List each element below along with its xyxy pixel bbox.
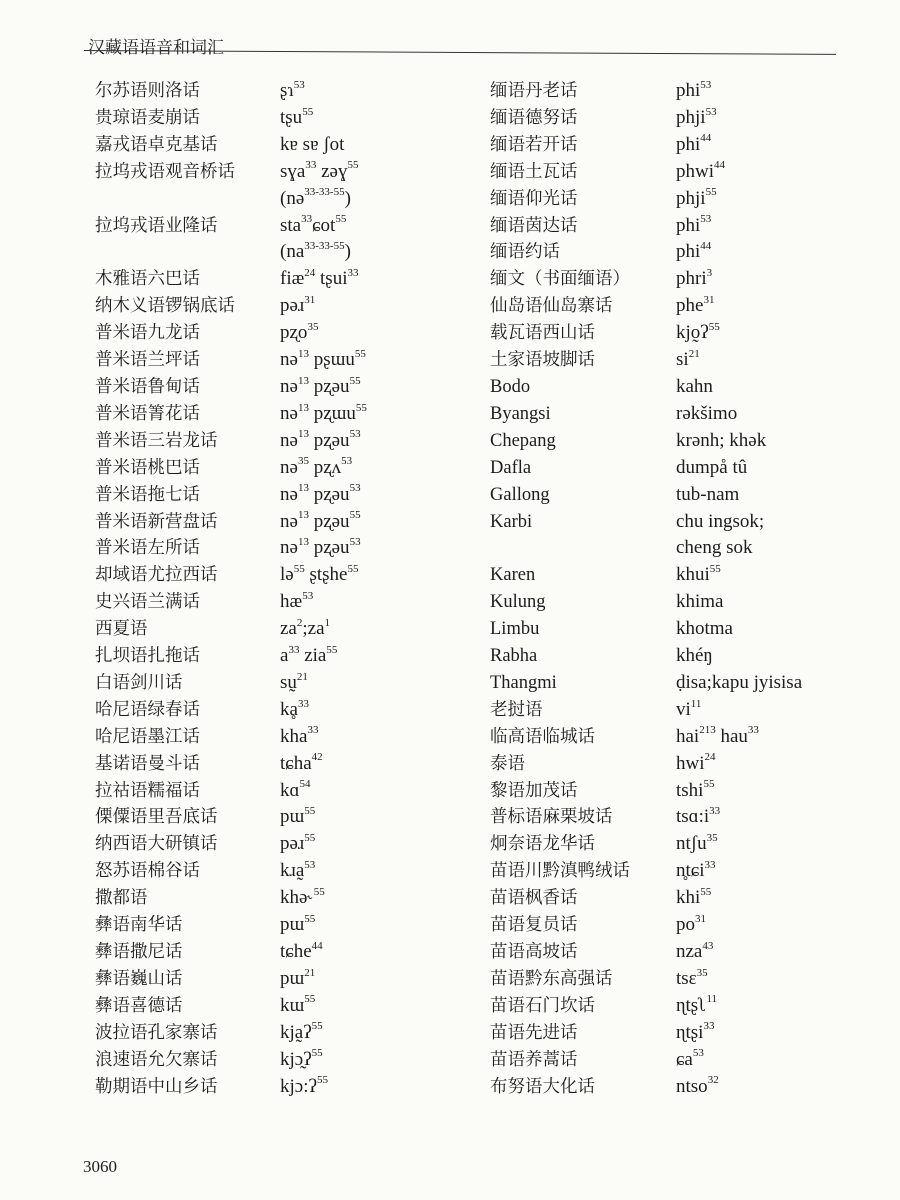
- entry-row: [95, 562, 470, 589]
- entry-row: [490, 562, 890, 589]
- language-name: 布努语大化话: [490, 1076, 595, 1097]
- language-name: 缅语约话: [490, 242, 560, 263]
- entry-row: [490, 643, 890, 670]
- language-name: 临高语临城话: [490, 726, 595, 747]
- word-form: phi$^{53}$: [676, 78, 712, 101]
- language-name: 普米语兰坪话: [95, 350, 200, 371]
- entry-row: [490, 105, 890, 132]
- word-form: phe$^{31}$: [676, 293, 715, 317]
- word-form: kahn: [676, 375, 713, 397]
- entry-row: [95, 374, 470, 401]
- entry-row: [490, 159, 890, 186]
- word-form: pəɹ$^{55}$: [280, 832, 316, 855]
- entry-row: [95, 912, 470, 939]
- entry-row: [95, 724, 470, 751]
- word-form: dumpå tû: [676, 456, 748, 478]
- language-name: Bodo: [490, 376, 531, 397]
- entry-row: [95, 455, 470, 482]
- entry-row: [95, 831, 470, 858]
- word-form: kja̰ʔ$^{55}$: [280, 1020, 323, 1043]
- word-form: ɳtʂi$^{33}$: [676, 1020, 715, 1043]
- language-name: 彝语巍山话: [95, 968, 183, 989]
- word-form: kḁ$^{33}$: [280, 697, 309, 720]
- entry-row: [95, 159, 470, 213]
- word-form: phi$^{44}$: [676, 132, 712, 155]
- language-name: 傈僳语里吾底话: [95, 807, 218, 828]
- word-form: $tsɑ:i^{33}$: [676, 805, 721, 828]
- word-form: khui$^{55}$: [676, 562, 721, 586]
- entry-row: [95, 132, 470, 159]
- entry-row: [490, 213, 890, 240]
- language-name: 苗语石门坎话: [490, 995, 595, 1016]
- entry-row: [490, 482, 890, 509]
- word-form: $vi^{11}$: [676, 697, 702, 720]
- language-name: 黎语加茂话: [490, 780, 578, 801]
- entry-row: [95, 589, 470, 616]
- language-name: 却域语尤拉西话: [95, 565, 218, 586]
- entry-row: [95, 751, 470, 778]
- entry-row: [95, 293, 470, 320]
- word-form: $a^{33}$ zia$^{55}$: [280, 643, 338, 667]
- word-form: kha$^{33}$: [280, 724, 319, 747]
- entry-row: [95, 778, 470, 805]
- language-name: Gallong: [490, 484, 550, 505]
- word-form: pəɹ$^{31}$: [280, 293, 316, 317]
- entry-row: [95, 78, 470, 105]
- word-form: ḍisa;kapu jyisisa: [676, 671, 803, 693]
- language-name: 普米语三岩龙话: [95, 430, 218, 451]
- entry-row: [490, 374, 890, 401]
- entry-row: [95, 509, 470, 536]
- entry-row: [490, 670, 890, 697]
- word-form: ntso$^{32}$: [676, 1074, 719, 1097]
- language-name: 苗语养蒿话: [490, 1049, 578, 1070]
- entry-row: [490, 186, 890, 213]
- word-form: pɯ$^{55}$: [280, 805, 316, 828]
- entry-row: [95, 616, 470, 643]
- entry-row: [490, 509, 890, 563]
- word-form: tsɛ$^{35}$: [676, 966, 708, 989]
- language-name: 载瓦语西山话: [490, 323, 595, 344]
- language-name: Karen: [490, 565, 536, 586]
- entry-row: [490, 589, 890, 616]
- word-form: hai$^{213}$ hau$^{33}$: [676, 724, 759, 747]
- language-name: 苗语高坡话: [490, 942, 578, 962]
- language-name: 缅语土瓦话: [490, 161, 578, 182]
- entry-row: [490, 616, 890, 643]
- language-name: 基诺语曼斗话: [95, 753, 200, 774]
- entry-row: [490, 939, 890, 966]
- entry-row: [490, 132, 890, 159]
- word-form: sta$^{33}$ɕot$^{55}$ $(na^{33-33-55})$: [280, 213, 351, 263]
- word-form: phji$^{53}$: [676, 105, 717, 128]
- word-form: ntʃu$^{35}$: [676, 832, 718, 855]
- word-form: phi$^{44}$: [676, 240, 712, 263]
- language-name: 苗语先进话: [490, 1022, 578, 1043]
- word-form: $po^{31}$: [676, 912, 706, 936]
- word-form: tɕhe$^{44}$: [280, 939, 323, 962]
- word-form: tshi$^{55}$: [676, 778, 715, 801]
- language-name: 尔苏语则洛话: [95, 81, 200, 101]
- word-form: nə$^{13}$ pʐɯu$^{55}$: [280, 401, 367, 424]
- language-name: 嘉戎语卓克基话: [95, 134, 218, 155]
- entry-row: [490, 455, 890, 482]
- word-form: kɹa̰$^{53}$: [280, 858, 316, 882]
- language-name: 纳木义语锣锅底话: [95, 296, 235, 317]
- language-name: 扎坝语扎拖话: [95, 646, 200, 667]
- word-form: ɳtʂʅ$^{11}$: [676, 993, 718, 1016]
- word-form: krənh; khək: [676, 429, 767, 451]
- language-name: 拉祜语糯福话: [95, 780, 200, 801]
- language-name: 拉坞戎语业隆话: [95, 215, 218, 236]
- entry-row: [95, 105, 470, 132]
- word-form: kjo̰ʔ$^{55}$: [676, 320, 720, 344]
- word-form: kjɔ:ʔ$^{55}$: [280, 1074, 328, 1097]
- entry-row: [490, 885, 890, 912]
- entry-row: [490, 804, 890, 831]
- language-name: Chepang: [490, 430, 556, 451]
- word-form: chu ingsok; cheng sok: [676, 510, 765, 559]
- entry-row: [95, 966, 470, 993]
- entry-row: [95, 939, 470, 966]
- word-form: nə$^{13}$ pʂɯu$^{55}$: [280, 347, 366, 371]
- language-name: 苗语复员话: [490, 915, 578, 936]
- word-form: ɕa$^{53}$: [676, 1047, 704, 1070]
- entry-row: [490, 751, 890, 778]
- language-name: 普米语拖七话: [95, 484, 200, 505]
- word-form: nə$^{35}$ pʐʌ$^{53}$: [280, 455, 353, 478]
- language-name: 撒都语: [95, 888, 148, 909]
- entry-row: [95, 347, 470, 374]
- word-form: phri$^3$: [676, 267, 713, 290]
- language-name: 普米语左所话: [95, 538, 200, 559]
- word-form: phwi$^{44}$: [676, 159, 725, 182]
- language-name: 贵琼语麦崩话: [95, 107, 200, 128]
- word-form: tʂu$^{55}$: [280, 105, 314, 128]
- word-form: khima: [676, 591, 724, 613]
- entry-row: [490, 320, 890, 347]
- language-name: Kulung: [490, 592, 546, 613]
- entry-row: [490, 912, 890, 939]
- word-form: nə$^{13}$ pʐəu$^{55}$: [280, 509, 361, 532]
- language-name: 仙岛语仙岛寨话: [490, 296, 613, 317]
- language-name: 彝语撒尼话: [95, 942, 183, 962]
- language-name: 普标语麻栗坡话: [490, 807, 613, 828]
- entry-row: [95, 804, 470, 831]
- word-form: $si^{21}$: [676, 347, 700, 371]
- word-form: kɐ sɐ ʃot: [280, 133, 345, 155]
- word-form: nə$^{13}$ pʐəu$^{55}$: [280, 374, 361, 397]
- language-name: 普米语箐花话: [95, 403, 200, 424]
- word-form: khi$^{55}$: [676, 885, 712, 909]
- entry-row: [490, 266, 890, 293]
- entry-row: [95, 428, 470, 455]
- word-form: nə$^{13}$ pʐəu$^{53}$: [280, 428, 361, 451]
- language-name: 缅语若开话: [490, 134, 578, 155]
- word-form: rəkšimo: [676, 402, 738, 424]
- language-name: 西夏语: [95, 619, 148, 640]
- entry-row: [95, 885, 470, 912]
- language-name: 炯奈语龙华话: [490, 834, 595, 855]
- word-form: phi$^{53}$: [676, 213, 712, 236]
- word-form: phji$^{55}$: [676, 186, 717, 209]
- language-name: 白语剑川话: [95, 672, 183, 693]
- word-form: $za^2;za^1$: [280, 616, 331, 640]
- entry-row: [95, 1074, 470, 1101]
- word-form: pɯ$^{55}$: [280, 912, 316, 936]
- entry-row: [490, 1047, 890, 1074]
- language-name: 普米语鲁甸话: [95, 376, 200, 397]
- word-form: khə˞$^{55}$: [280, 885, 325, 909]
- language-name: Rabha: [490, 646, 538, 667]
- language-name: 浪速语允欠寨话: [95, 1049, 218, 1070]
- word-form: kɑ$^{54}$: [280, 778, 311, 801]
- language-name: 苗语枫香话: [490, 888, 578, 909]
- language-name: 苗语川黔滇鸭绒话: [490, 861, 630, 882]
- entry-row: [490, 724, 890, 751]
- entry-row: [490, 993, 890, 1020]
- language-name: 普米语九龙话: [95, 323, 200, 344]
- entry-row: [95, 401, 470, 428]
- entry-row: [490, 1020, 890, 1047]
- entry-row: [490, 428, 890, 455]
- entry-row: [95, 482, 470, 509]
- language-name: 彝语南华话: [95, 915, 183, 936]
- word-form: fiæ$^{24}$ tʂui$^{33}$: [280, 267, 359, 290]
- language-name: 哈尼语墨江话: [95, 726, 200, 747]
- language-name: 普米语桃巴话: [95, 457, 200, 478]
- word-form: n̥tɕi$^{33}$: [676, 858, 716, 882]
- word-form: nə$^{13}$ pʐəu$^{53}$: [280, 536, 361, 559]
- language-name: 波拉语孔家寨话: [95, 1022, 218, 1043]
- language-name: Thangmi: [490, 672, 557, 693]
- word-form: $hæ^{53}$: [280, 589, 314, 613]
- word-form: pʐo$^{35}$: [280, 320, 319, 344]
- language-name: 拉坞戎语观音桥话: [95, 161, 235, 182]
- language-name: 缅语仰光话: [490, 188, 578, 209]
- word-form: tɕha$^{42}$: [280, 751, 323, 774]
- language-name: 老挝语: [490, 699, 543, 720]
- language-name: 木雅语六巴话: [95, 269, 200, 290]
- language-name: 普米语新营盘话: [95, 511, 218, 532]
- language-name: 苗语黔东高强话: [490, 968, 613, 989]
- language-name: 泰语: [490, 753, 525, 774]
- language-name: 纳西语大研镇话: [95, 834, 218, 855]
- language-name: Karbi: [490, 511, 533, 532]
- entry-row: [490, 858, 890, 885]
- language-name: 缅语德努话: [490, 107, 578, 128]
- entry-row: [95, 535, 470, 562]
- running-head: 汉藏语语音和词汇: [88, 38, 224, 58]
- word-form: lə$^{55}$ ʂtʂhe$^{55}$: [280, 562, 359, 586]
- language-name: Dafla: [490, 457, 532, 478]
- word-form: nza$^{43}$: [676, 939, 714, 962]
- left-column: [95, 78, 470, 1100]
- language-name: 缅文（书面缅语）: [490, 269, 630, 290]
- language-name: 史兴语兰满话: [95, 592, 200, 613]
- entry-row: [490, 697, 890, 724]
- entry-row: [490, 1074, 890, 1101]
- word-form: khotma: [676, 618, 733, 640]
- entry-row: [95, 993, 470, 1020]
- word-form: nə$^{13}$ pʐəu$^{53}$: [280, 482, 361, 505]
- word-form: hwi$^{24}$: [676, 751, 716, 774]
- word-form: kɯ$^{55}$: [280, 993, 316, 1016]
- language-name: 怒苏语棉谷话: [95, 861, 200, 882]
- word-form: khéŋ: [676, 645, 713, 667]
- entry-row: [490, 239, 890, 266]
- entry-row: [95, 320, 470, 347]
- entry-row: [490, 778, 890, 805]
- language-name: 哈尼语绿春话: [95, 699, 200, 720]
- word-form: kjɔ̰ʔ$^{55}$: [280, 1047, 323, 1070]
- entry-row: [490, 831, 890, 858]
- language-name: 缅语丹老话: [490, 81, 578, 101]
- entry-row: [490, 401, 890, 428]
- word-form: pɯ$^{21}$: [280, 966, 316, 989]
- language-name: 彝语喜德话: [95, 995, 183, 1016]
- language-name: 土家语坡脚话: [490, 350, 595, 371]
- word-form: sɣa$^{33}$ zəɣ$^{55}$ (nə$^{33-33-55}$): [280, 159, 359, 209]
- entry-row: [490, 966, 890, 993]
- entry-row: [95, 697, 470, 724]
- entry-row: [95, 266, 470, 293]
- entry-row: [490, 78, 890, 105]
- entry-row: [490, 293, 890, 320]
- word-form: sṵ$^{21}$: [280, 670, 308, 693]
- entry-row: [95, 670, 470, 697]
- language-name: 勒期语中山乡话: [95, 1076, 218, 1097]
- language-name: Limbu: [490, 619, 540, 640]
- entry-row: [490, 347, 890, 374]
- language-name: 缅语茵达话: [490, 215, 578, 236]
- entry-row: [95, 643, 470, 670]
- entry-row: [95, 213, 470, 267]
- entry-row: [95, 1020, 470, 1047]
- right-column: [490, 78, 890, 1100]
- entry-row: [95, 1047, 470, 1074]
- word-form: ʂɿ$^{53}$: [280, 78, 305, 101]
- page-number: 3060: [83, 1157, 117, 1176]
- entry-row: [95, 858, 470, 885]
- word-form: tub-nam: [676, 483, 740, 505]
- language-name: Byangsi: [490, 403, 551, 424]
